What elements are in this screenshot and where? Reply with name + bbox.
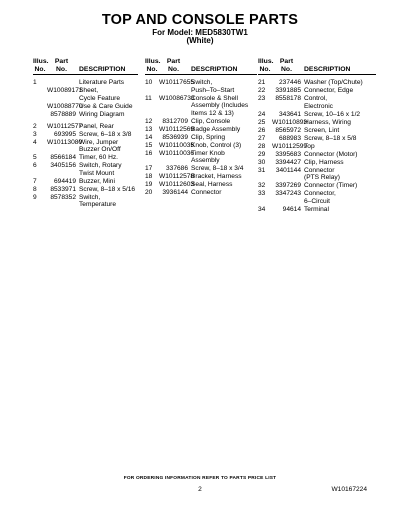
parts-row: [145, 150, 257, 165]
description-line: Connector,: [304, 190, 336, 198]
illus-number: 17: [145, 165, 153, 173]
parts-row: [258, 119, 376, 127]
part-number: W10089171: [47, 87, 83, 95]
part-description: [191, 79, 257, 94]
description-line: Panel, Rear: [79, 122, 114, 130]
parts-row: [33, 186, 138, 194]
parts-row: [33, 139, 138, 154]
description-line: Assembly (Includes: [191, 102, 249, 110]
parts-row: [145, 173, 257, 181]
description-line: Literature Parts: [79, 79, 125, 87]
illus-number: 14: [145, 133, 153, 141]
parts-row: [258, 206, 376, 214]
description-line: Assembly: [191, 157, 220, 165]
description-line: Switch,: [191, 79, 213, 87]
parts-row: [258, 167, 376, 182]
part-number: W10088770: [47, 102, 83, 110]
illus-number: 24: [258, 110, 266, 118]
part-number: W10086733: [159, 94, 195, 102]
parts-row: [33, 123, 138, 131]
header-part-line2: No.: [281, 65, 292, 73]
part-description: [304, 151, 376, 159]
illus-number: 1: [33, 79, 37, 87]
description-line: Items 12 & 13): [191, 109, 234, 117]
description-line: Screw, 8–18 x 3/4: [191, 165, 244, 173]
part-description: [79, 139, 138, 154]
description-line: Screw, 8–18 x 5/16: [79, 185, 136, 193]
part-description: [79, 178, 138, 186]
header-description-label: DESCRIPTION: [79, 65, 126, 73]
parts-row: [145, 126, 257, 134]
part-description: [79, 103, 138, 111]
part-description: [79, 194, 138, 209]
document-number: W10167224: [331, 486, 367, 493]
parts-row: [145, 165, 257, 173]
parts-row: [33, 178, 138, 186]
description-line: Bracket, Harness: [191, 173, 242, 181]
illus-number: 33: [258, 190, 266, 198]
description-line: Connector (Motor): [304, 150, 358, 158]
part-description: [191, 150, 257, 165]
part-number: 8578352: [50, 193, 76, 201]
page-number: 2: [198, 486, 202, 493]
parts-row: [145, 118, 257, 126]
description-line: Console & Shell: [191, 94, 238, 102]
part-description: [79, 87, 138, 102]
illus-number: 34: [258, 205, 266, 213]
description-line: Control,: [304, 95, 328, 103]
parts-row: [33, 87, 138, 102]
part-description: [304, 182, 376, 190]
illus-number: 9: [33, 193, 37, 201]
part-description: [79, 79, 138, 87]
part-number: 8312709: [162, 117, 188, 125]
parts-row: [145, 134, 257, 142]
description-line: Push–To–Start: [191, 86, 235, 94]
header-illus-line1: Illus.: [33, 58, 49, 65]
description-line: Connector (Timer): [304, 182, 358, 190]
part-number: W10117655: [159, 79, 195, 87]
description-line: Use & Care Guide: [79, 102, 133, 110]
part-description: [191, 181, 257, 189]
header-part-line1: Part: [54, 58, 69, 65]
parts-column-3: [258, 58, 376, 214]
header-part-line1: Part: [166, 58, 181, 65]
header-rule: [145, 74, 257, 75]
part-description: [191, 118, 257, 126]
description-line: Wiring Diagram: [79, 110, 125, 118]
header-description: [79, 58, 138, 73]
parts-row: [145, 142, 257, 150]
description-line: Screw, 6–18 x 3/8: [79, 130, 132, 138]
illus-number: [33, 111, 47, 119]
part-description: [304, 143, 376, 151]
part-number: 337686: [165, 165, 188, 173]
illus-number: 12: [145, 117, 153, 125]
illus-number: 11: [145, 94, 152, 102]
column-header: [145, 58, 257, 73]
part-description: [191, 189, 257, 197]
description-line: Badge Assembly: [191, 125, 241, 133]
column-header: [258, 58, 376, 73]
page-title: TOP AND CONSOLE PARTS: [101, 12, 299, 28]
parts-row: [258, 87, 376, 95]
header-illus-no: [145, 58, 159, 73]
description-line: Electronic: [304, 102, 333, 110]
parts-row: [258, 159, 376, 167]
description-line: Temperature: [79, 201, 117, 209]
parts-row: [258, 182, 376, 190]
illus-number: 23: [258, 95, 266, 103]
part-description: [79, 162, 138, 177]
description-line: Twist Mount: [79, 169, 115, 177]
part-number: 3397269: [275, 182, 301, 190]
part-number: 3391885: [275, 87, 301, 95]
part-number: 94614: [282, 205, 301, 213]
illus-number: 19: [145, 181, 153, 189]
part-number: W10113080: [47, 138, 83, 146]
part-description: [79, 123, 138, 131]
parts-row: [145, 181, 257, 189]
header-part-no: [272, 58, 304, 73]
illus-number: 2: [33, 122, 37, 130]
part-number: W10112599: [272, 142, 308, 150]
illus-number: 30: [258, 158, 266, 166]
part-number: 693995: [53, 130, 76, 138]
part-description: [304, 127, 376, 135]
part-number: W10112603: [159, 181, 195, 189]
part-number: 8533971: [50, 185, 76, 193]
part-number: 343641: [278, 110, 301, 118]
illus-number: 29: [258, 150, 266, 158]
description-line: (PTS Relay): [304, 174, 340, 182]
parts-row: [33, 111, 138, 119]
part-number: W10110893: [272, 118, 308, 126]
parts-row: [33, 131, 138, 139]
header-illus-line2: No.: [146, 65, 158, 73]
description-line: Timer Knob: [191, 149, 225, 157]
illus-number: 20: [145, 189, 153, 197]
part-description: [304, 119, 376, 127]
illus-number: 18: [145, 173, 153, 181]
illus-number: [33, 103, 47, 111]
parts-row: [145, 79, 257, 94]
parts-row: [258, 127, 376, 135]
part-description: [304, 79, 376, 87]
part-description: [79, 131, 138, 139]
description-line: 6–Circuit: [304, 197, 331, 205]
part-number: 8536939: [162, 133, 188, 141]
description-line: Harness, Wiring: [304, 118, 351, 126]
illus-number: 25: [258, 118, 266, 126]
description-line: Screw, 8–18 x 5/8: [304, 134, 357, 142]
parts-row: [33, 103, 138, 111]
part-number: W10112569: [159, 125, 195, 133]
parts-row: [258, 95, 376, 110]
description-line: Clip, Harness: [304, 158, 344, 166]
parts-row: [33, 194, 138, 209]
ordering-note: FOR ORDERING INFORMATION REFER TO PARTS PRICE LIST: [123, 476, 277, 481]
description-line: Connector: [304, 166, 335, 174]
header-part-no: [159, 58, 191, 73]
part-number: 3347243: [275, 190, 301, 198]
parts-row: [145, 95, 257, 118]
illus-number: 4: [33, 138, 37, 146]
illus-number: 3: [33, 130, 37, 138]
illus-number: 26: [258, 126, 266, 134]
part-description: [191, 165, 257, 173]
description-line: Timer, 60 Hz.: [79, 154, 118, 162]
description-line: Buzzer, Mini: [79, 177, 115, 185]
header-illus-no: [33, 58, 47, 73]
part-number: 237446: [278, 79, 301, 87]
illus-number: 7: [33, 177, 37, 185]
part-description: [304, 206, 376, 214]
description-line: Switch,: [79, 193, 101, 201]
parts-row: [145, 189, 257, 197]
part-number: W10112578: [159, 173, 195, 181]
parts-row: [258, 111, 376, 119]
header-part-no: [47, 58, 79, 73]
description-line: Seal, Harness: [191, 181, 233, 189]
description-line: Buzzer On/Off: [79, 146, 121, 154]
description-line: Sheet,: [79, 87, 99, 95]
part-number: [47, 79, 79, 87]
part-number: W10110035: [159, 141, 195, 149]
part-number: 8578889: [50, 110, 76, 118]
illus-number: 31: [258, 166, 266, 174]
description-line: Screw, 10–16 x 1/2: [304, 110, 361, 118]
part-number: 8565972: [275, 126, 301, 134]
header-description-label: DESCRIPTION: [191, 65, 238, 73]
parts-column-2: [145, 58, 257, 197]
description-line: Top: [304, 142, 315, 150]
part-number: 3936144: [162, 189, 188, 197]
description-line: Cycle Feature: [79, 94, 121, 102]
part-number: W10110036: [159, 149, 195, 157]
part-description: [304, 87, 376, 95]
part-description: [191, 126, 257, 134]
header-description: [304, 58, 376, 73]
parts-row: [258, 135, 376, 143]
header-description-label: DESCRIPTION: [304, 65, 351, 73]
parts-row: [258, 151, 376, 159]
description-line: Washer (Top/Chute): [304, 79, 363, 87]
illus-number: 16: [145, 149, 153, 157]
part-number: W10112577: [47, 122, 83, 130]
illus-number: 22: [258, 87, 266, 95]
description-line: Terminal: [304, 205, 329, 213]
header-part-line1: Part: [279, 58, 294, 65]
header-illus-line1: Illus.: [258, 58, 274, 65]
illus-number: 15: [145, 141, 153, 149]
part-description: [191, 134, 257, 142]
description-line: Clip, Console: [191, 117, 231, 125]
header-illus-line2: No.: [259, 65, 271, 73]
column-header: [33, 58, 138, 73]
description-line: Knob, Control (3): [191, 141, 242, 149]
illus-number: [33, 87, 47, 102]
illus-number: 27: [258, 134, 266, 142]
part-description: [191, 95, 257, 118]
header-part-line2: No.: [168, 65, 179, 73]
part-description: [304, 159, 376, 167]
parts-row: [33, 154, 138, 162]
parts-row: [33, 79, 138, 87]
part-number: 3395683: [275, 150, 301, 158]
part-number: 8566184: [50, 154, 76, 162]
part-number: 3394427: [275, 158, 301, 166]
part-number: 688983: [278, 134, 301, 142]
illus-number: 13: [145, 125, 153, 133]
header-rule: [258, 74, 376, 75]
description-line: Wire, Jumper: [79, 138, 119, 146]
illus-number: 10: [145, 79, 153, 87]
illus-number: 32: [258, 182, 266, 190]
parts-row: [258, 190, 376, 205]
part-description: [79, 186, 138, 194]
part-description: [304, 190, 376, 205]
part-description: [304, 167, 376, 182]
description-line: Connector, Edge: [304, 87, 354, 95]
header-rule: [33, 74, 138, 75]
part-description: [191, 142, 257, 150]
model-subtitle: For Model: MED5830TW1: [152, 28, 248, 37]
illus-number: 21: [258, 79, 266, 87]
header-illus-line2: No.: [34, 65, 46, 73]
part-description: [79, 154, 138, 162]
description-line: Screen, Lint: [304, 126, 340, 134]
illus-number: 6: [33, 162, 37, 170]
color-subtitle: (White): [186, 36, 214, 45]
header-description: [191, 58, 257, 73]
part-description: [79, 111, 138, 119]
header-illus-line1: Illus.: [145, 58, 161, 65]
parts-row: [258, 79, 376, 87]
part-number: 694419: [53, 177, 76, 185]
part-description: [304, 95, 376, 110]
header-illus-no: [258, 58, 272, 73]
parts-row: [258, 143, 376, 151]
description-line: Clip, Spring: [191, 133, 226, 141]
illus-number: 8: [33, 185, 37, 193]
parts-column-1: [33, 58, 138, 209]
part-description: [304, 135, 376, 143]
part-description: [304, 111, 376, 119]
description-line: Switch, Rotary: [79, 162, 122, 170]
parts-row: [33, 162, 138, 177]
part-description: [191, 173, 257, 181]
illus-number: 28: [258, 142, 266, 150]
part-number: 8558178: [275, 95, 301, 103]
part-number: 3401144: [275, 166, 301, 174]
description-line: Connector: [191, 189, 222, 197]
header-part-line2: No.: [56, 65, 67, 73]
illus-number: 5: [33, 154, 37, 162]
part-number: 3405156: [50, 162, 76, 170]
